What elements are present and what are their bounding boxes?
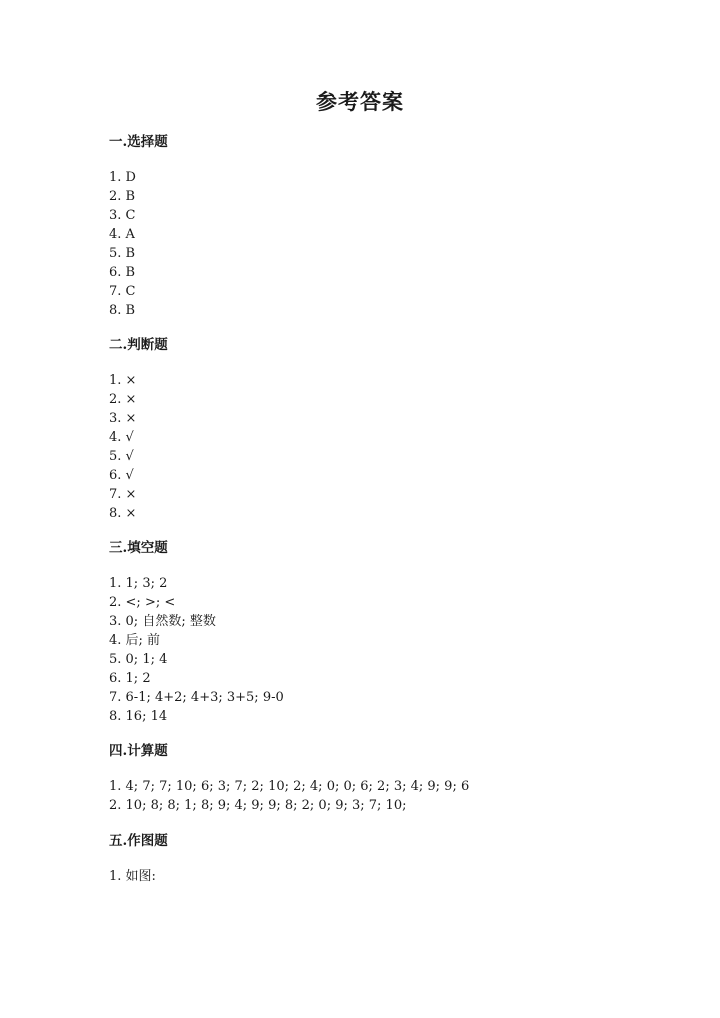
answer-item: 2. <; >; < [109, 595, 176, 610]
section-fill-in-blank [109, 539, 669, 726]
answer-item: 2. 10; 8; 8; 1; 8; 9; 4; 9; 9; 8; 2; 0; 9; 3; 7; 10; [109, 798, 407, 813]
answer-item: 1. 4; 7; 7; 10; 6; 3; 7; 2; 10; 2; 4; 0; 0; 6; 2; 3; 4; 9; 9; 6 [109, 779, 470, 794]
answer-item: 7. 6-1; 4+2; 4+3; 3+5; 9-0 [109, 690, 284, 705]
answer-item: 4. √ [109, 430, 134, 445]
answer-item: 4. 后; 前 [109, 633, 161, 648]
section-heading: 五.作图题 [109, 833, 168, 849]
section-calculation [109, 742, 669, 815]
answer-item: 7. × [109, 487, 137, 502]
answer-item: 5. 0; 1; 4 [109, 652, 168, 667]
answer-list [109, 777, 669, 815]
answer-item: 1. D [109, 170, 136, 185]
section-true-false [109, 336, 669, 523]
section-drawing [109, 832, 669, 886]
answer-item: 8. 16; 14 [109, 709, 168, 724]
answer-item: 3. 0; 自然数; 整数 [109, 614, 216, 629]
answer-list [109, 574, 669, 726]
section-multiple-choice [109, 133, 669, 320]
section-heading: 一.选择题 [109, 134, 168, 150]
answer-item: 1. 1; 3; 2 [109, 576, 168, 591]
answer-item: 5. B [109, 246, 136, 261]
answer-item: 2. B [109, 189, 136, 204]
answer-list [109, 168, 669, 320]
section-heading: 三.填空题 [109, 540, 168, 556]
page-title: 参考答案 [316, 89, 404, 114]
answer-item: 8. × [109, 506, 137, 521]
answer-item: 3. × [109, 411, 137, 426]
answer-item: 3. C [109, 208, 136, 223]
answer-item: 2. × [109, 392, 137, 407]
answer-list [109, 371, 669, 523]
answer-item: 6. B [109, 265, 136, 280]
answer-item: 8. B [109, 303, 136, 318]
answer-item: 5. √ [109, 449, 134, 464]
answer-item: 1. × [109, 373, 137, 388]
answer-item: 6. √ [109, 468, 134, 483]
section-heading: 二.判断题 [109, 337, 168, 353]
answer-item: 6. 1; 2 [109, 671, 151, 686]
section-heading: 四.计算题 [109, 743, 168, 759]
answer-item: 1. 如图: [109, 869, 156, 884]
answer-item: 7. C [109, 284, 136, 299]
answer-list [109, 867, 669, 886]
answer-item: 4. A [109, 227, 135, 242]
